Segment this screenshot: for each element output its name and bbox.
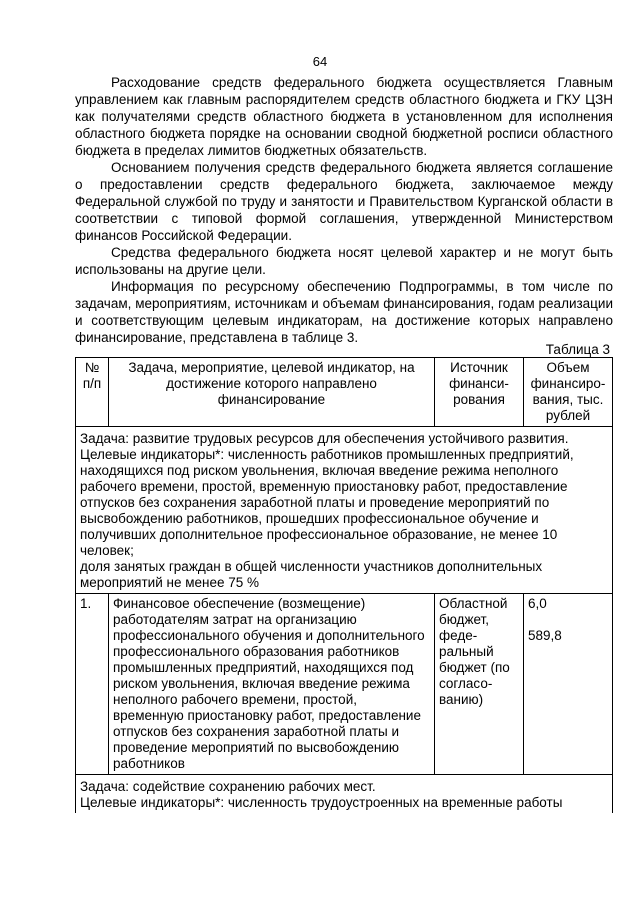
page-number: 64 — [312, 54, 328, 69]
header-source: Источник финанси-рования — [435, 358, 524, 427]
section-row-2 — [76, 775, 613, 814]
section-2-task: Задача: содействие сохранению рабочих мест. — [80, 779, 376, 794]
row-1-num: 1. — [76, 594, 109, 775]
header-num: № п/п — [76, 358, 109, 427]
paragraph-targeted: Средства федерального бюджета носят целевой характер и не могут быть использованы на другие цели. — [75, 245, 613, 277]
table-caption: Таблица 3 — [545, 342, 610, 357]
paragraph-expenditure: Расходование средств федерального бюджета осуществляется Главным управлением как главным распорядителем средств областного бюджета и ГКУ ЦЗН как получателями средств областного бюджета в установленном для исполнения областного бюджета порядке на основании сводной бюджетной росписи областного бюджета в пределах лимитов бюджетных обязательств. — [75, 75, 613, 158]
body-text — [75, 74, 613, 346]
section-1-task: Задача: развитие трудовых ресурсов для обеспечения устойчивого развития. — [80, 431, 569, 446]
paragraph-basis: Основанием получения средств федерального бюджета является соглашение о предоставлении средств федерального бюджета, заключаемое между Федеральной службой по труду и занятости и Правительством Курганской области в соответствии с типовой формой соглашения, утвержденной Министерством финансов Российской Федерации. — [75, 160, 613, 243]
section-1-cell — [76, 427, 613, 594]
row-1-amount-1: 6,0 — [528, 596, 547, 611]
section-2-cell — [76, 775, 613, 814]
row-1-amount — [524, 594, 613, 775]
section-row-1 — [76, 427, 613, 594]
section-1-indicators: Целевые индикаторы*: численность работников промышленных предприятий, находящихся под риском увольнения, включая введение режима неполного рабочего времени, простой, временную приостановку работ, предоставление отпусков без сохранения заработной платы и проведение мероприятий по высвобождению работников, прошедших профессиональное обучение и получивших дополнительное профессиональное образование, не менее 10 человек; — [80, 447, 574, 558]
section-2-indicators: Целевые индикаторы*: численность трудоустроенных на временные работы — [80, 795, 563, 810]
table-header-row — [76, 358, 613, 427]
paragraph-resources: Информация по ресурсному обеспечению Подпрограммы, в том числе по задачам, мероприятиям, источникам и объемам финансирования, годам реализации и соответствующим целевым индикаторам, на достижение которых направлено финансирование, представлена в таблице 3. — [75, 279, 613, 345]
funding-table — [75, 357, 613, 813]
row-1-description: Финансовое обеспечение (возмещение) работодателям затрат на организацию профессионального обучения и дополнительного профессионального образования работников промышленных предприятий, находящихся под риском увольнения, включая введение режима неполного рабочего времени, простой, временную приостановку работ, предоставление отпусков без сохранения заработной платы и проведение мероприятий по высвобождению работников — [109, 594, 435, 775]
row-1-source: Областной бюджет, феде-ральный бюджет (по согласо-ванию) — [435, 594, 524, 775]
header-task: Задача, мероприятие, целевой индикатор, на достижение которого направлено финансирование — [109, 358, 435, 427]
row-1-amount-2: 589,8 — [528, 628, 562, 643]
table-row — [76, 594, 613, 775]
section-1-indicators-2: доля занятых граждан в общей численности участников дополнительных мероприятий не менее 75 % — [80, 559, 543, 590]
header-amount: Объем финансиро-вания, тыс. рублей — [524, 358, 613, 427]
